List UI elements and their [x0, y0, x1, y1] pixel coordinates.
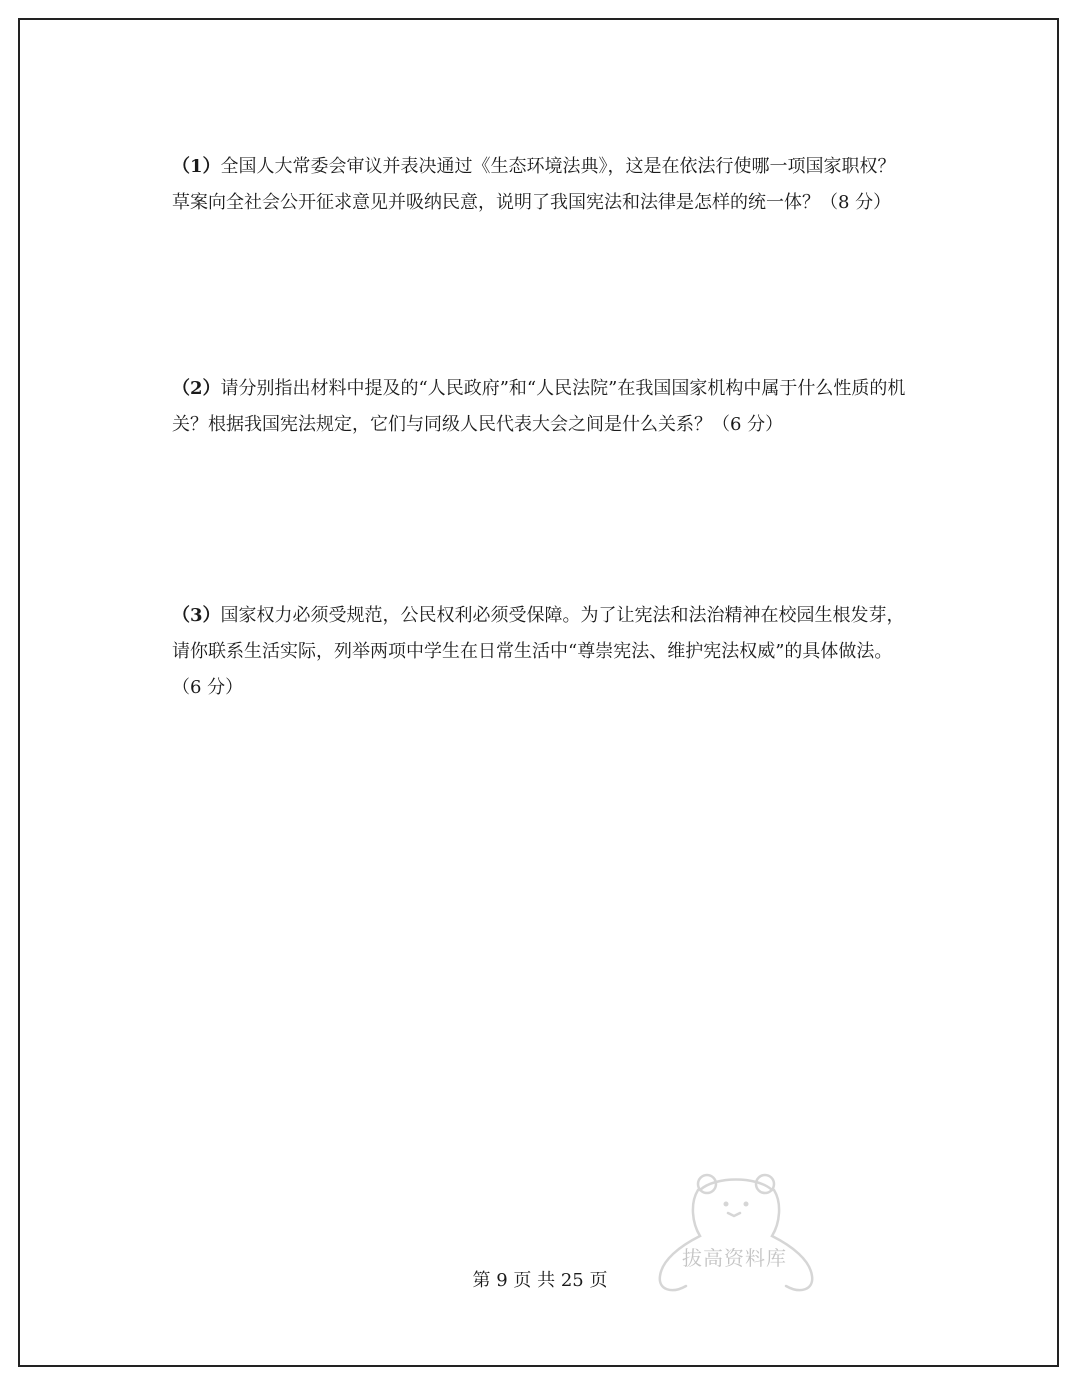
question-number: （1） [172, 156, 221, 177]
question-line: 草案向全社会公开征求意见并吸纳民意，说明了我国宪法和法律是怎样的统一体？（8 分） [172, 192, 892, 213]
question-2 [172, 371, 912, 443]
question-line [172, 371, 912, 407]
question-3 [172, 598, 912, 706]
page-number: 第 9 页 共 25 页 [472, 1270, 608, 1291]
question-1 [172, 149, 912, 221]
question-text: 请分别指出材料中提及的“人民政府”和“人民法院”在我国国家机构中属于什么性质的机 [220, 378, 906, 399]
question-line: （6 分） [172, 677, 244, 698]
question-number: （3） [172, 605, 221, 626]
question-line [172, 149, 912, 185]
question-text: 全国人大常委会审议并表决通过《生态环境法典》，这是在依法行使哪一项国家职权？ [220, 156, 896, 177]
question-number: （2） [172, 378, 221, 399]
watermark-text: 拔高资料库 [682, 1246, 787, 1270]
question-text: 国家权力必须受规范，公民权利必须受保障。为了让宪法和法治精神在校园生根发芽， [220, 605, 905, 626]
question-line [172, 598, 912, 634]
question-line: 关？根据我国宪法规定，它们与同级人民代表大会之间是什么关系？（6 分） [172, 414, 784, 435]
question-line: 请你联系生活实际，列举两项中学生在日常生活中“尊崇宪法、维护宪法权威”的具体做法。 [172, 641, 893, 662]
